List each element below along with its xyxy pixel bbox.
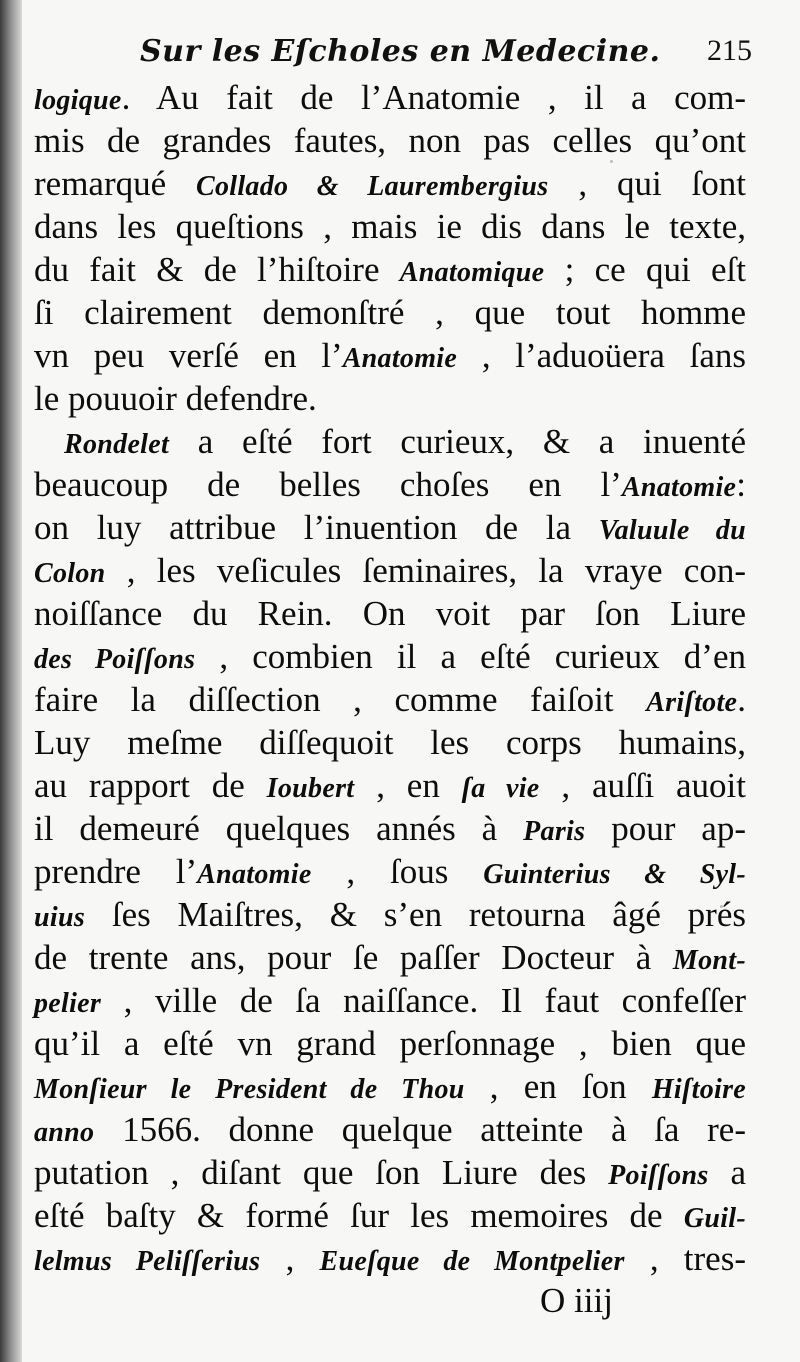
italic-text: Anatomie [197,859,312,890]
text-line [34,850,746,893]
italic-text: Anatomie [621,472,737,503]
text-run: au rapport de [34,766,267,805]
text-line [34,334,746,377]
text-run: ſes Maiſtres, & s’en retourna âgé prés [85,895,746,934]
text-run: de trente ans, pour ſe paſſer Docteur à [34,938,673,977]
italic-text: pelier [34,988,102,1019]
text-line [34,764,746,807]
text-run: , ville de ſa naiſſance. Il faut confeſſer [101,981,746,1020]
body-text [34,76,746,1280]
text-line [34,1194,746,1237]
running-head [140,30,760,76]
text-line [34,506,746,549]
text-line [34,893,746,936]
text-line [34,1065,746,1108]
text-run: Luy meſme diſſequoit les corps humains, [34,723,746,762]
italic-text: anno [34,1117,95,1148]
text-run: qu’il a eſté vn grand perſonnage , bien que [34,1024,746,1063]
text-run: prendre l’ [34,852,198,891]
text-run: pour ap- [585,809,746,848]
text-line [34,377,746,420]
italic-text: Guinterius & Syl- [483,859,746,890]
italic-text: Rondelet [64,429,170,460]
signature-mark: O iiij [540,1281,613,1320]
italic-text: Ariſtote [646,687,738,718]
text-run: , [260,1239,320,1278]
text-line [34,1022,746,1065]
text-line [34,162,746,205]
italic-text: Ioubert [266,773,355,804]
italic-text: Eueſque de Montpelier [319,1246,625,1277]
text-run: : [736,465,746,504]
italic-text: Monſieur le President de Thou [34,1074,465,1105]
text-line [34,678,746,721]
text-line [34,936,746,979]
italic-text: des Poiſſons [34,644,196,675]
text-run: , auſſi auoit [539,766,746,805]
text-run: , ſous [311,852,484,891]
italic-text: lelmus Peliſſerius [34,1246,261,1277]
text-line [34,1237,746,1280]
text-line [34,248,746,291]
ink-speck [720,905,723,908]
text-line [34,463,746,506]
italic-text: uius [34,902,86,933]
italic-text: Anatomique [399,257,545,288]
text-line [34,592,746,635]
text-line [34,1108,746,1151]
ink-speck [300,610,302,612]
text-run: remarqué [34,164,196,203]
page-number: 215 [707,34,752,67]
text-run: putation , diſant que ſon Liure des [34,1153,609,1192]
running-head-title: Sur les Eſcholes en Medecine. [140,34,661,69]
text-run: du fait & de l’hiſtoire [34,250,400,289]
page-gutter-shadow [0,0,22,1362]
text-run: dans les queſtions , mais ie dis dans le texte, [34,207,746,246]
ink-speck [610,160,613,163]
text-run: il demeuré quelques annés à [34,809,524,848]
text-line [34,807,746,850]
text-run: beaucoup de belles choſes en l’ [34,465,622,504]
text-line [34,76,746,119]
text-line [34,721,746,764]
italic-text: Hiſtoire [651,1074,746,1105]
text-run: mis de grandes fautes, non pas celles qu’ont [34,121,746,160]
text-run: , les veſicules ſeminaires, la vraye con- [105,551,746,590]
italic-text: Guil- [683,1203,746,1234]
text-run: , l’aduoüera ſans [457,336,746,375]
italic-text: logique [34,85,122,116]
text-run: . Au fait de l’Anatomie , il a com- [121,78,746,117]
text-run: . [737,680,746,719]
text-run: , tres- [624,1239,746,1278]
italic-text: Anatomie [342,343,458,374]
text-line [34,1151,746,1194]
italic-text: ſa vie [461,773,540,804]
text-run: , qui ſont [548,164,746,203]
italic-text: Paris [523,816,586,847]
text-run: , en [354,766,462,805]
text-run: ; ce qui eſt [544,250,746,289]
italic-text: Mont- [672,945,746,976]
text-run: le pouuoir defendre. [34,379,317,418]
text-run: , combien il a eſté curieux d’en [195,637,746,676]
text-run: faire la diſſection , comme faiſoit [34,680,647,719]
text-run: , en ſon [464,1067,652,1106]
text-line [34,979,746,1022]
italic-text: Colon [34,558,106,589]
italic-text: Valuule du [598,515,746,546]
text-run: eſté baſty & formé ſur les memoires de [34,1196,684,1235]
text-run: vn peu verſé en l’ [34,336,343,375]
text-run: a [708,1153,746,1192]
text-run: noiſſance du Rein. On voit par ſon Liure [34,594,746,633]
text-line [34,119,746,162]
text-line [34,549,746,592]
text-line [34,205,746,248]
italic-text: Poiſſons [608,1160,709,1191]
text-line [34,635,746,678]
text-run: on luy attribue l’inuention de la [34,508,599,547]
text-line [34,420,746,463]
text-line [34,291,746,334]
italic-text: Collado & Laurembergius [196,171,549,202]
text-run: 1566. donne quelque atteinte à ſa re- [94,1110,746,1149]
text-run: ſi clairement demonſtré , que tout homme [34,293,746,332]
text-run: a eſté fort curieux, & a inuenté [169,422,746,461]
